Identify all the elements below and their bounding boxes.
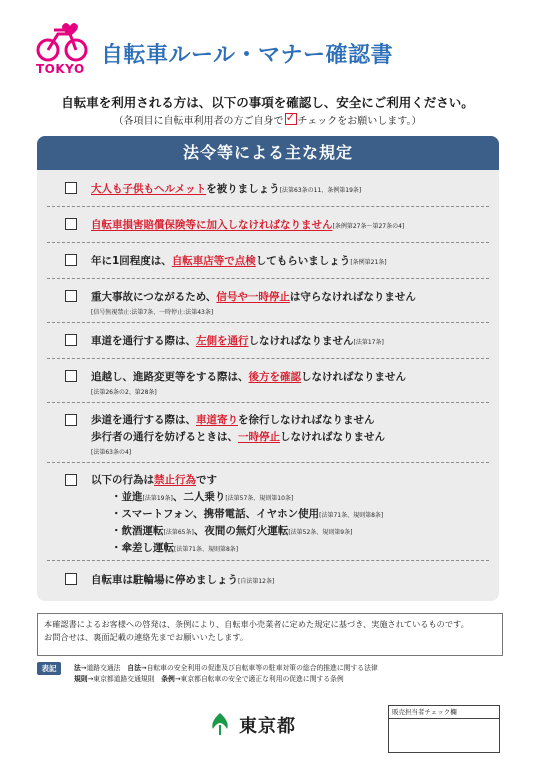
rule-body: しなければなりません [301, 371, 406, 383]
rule-text [91, 572, 274, 587]
rule-text [91, 369, 406, 384]
rule-reference: [法第17条] [353, 339, 384, 346]
rule-item-parking [47, 560, 489, 596]
prohibited-act: 、二人乗り [172, 491, 226, 503]
legend-value: →東京都道路交通規則 [87, 675, 162, 683]
rule-highlight: 左側を通行 [196, 335, 249, 347]
checkbox[interactable] [65, 290, 77, 302]
checkbox[interactable] [65, 182, 77, 194]
checkbox[interactable] [65, 573, 77, 585]
org-name: 東京都 [239, 716, 296, 737]
rule-reference: [信号無視禁止:法第7条、一時停止:法第43条] [91, 309, 214, 316]
legend-line [74, 662, 378, 672]
rule-item-signals [47, 278, 489, 323]
rule-text [91, 289, 416, 304]
rule-reference: [法第19条] [142, 495, 173, 502]
intro-instruction-a: （各項目に自転車利用者の方ご自身で [113, 116, 284, 127]
prohibited-item [111, 523, 352, 538]
legend-value: →道路交通法 [80, 664, 128, 672]
notice-line: 本確認書によるお客様への啓発は、条例により、自転車小売業者に定めた規定に基づき、実施されているものです。 [44, 619, 469, 629]
rule-reference: [法第71条、規則第8条] [174, 546, 239, 553]
rule-item-inspection [47, 242, 489, 279]
rule-text [91, 333, 384, 348]
legend-key: 自法 [127, 664, 141, 672]
prohibited-item [111, 540, 238, 555]
rule-item-insurance [47, 206, 489, 243]
staff-check-box[interactable] [388, 705, 500, 753]
rule-body: しなければなりません [248, 335, 354, 347]
rule-text [91, 253, 387, 268]
rule-reference: [条例第21条] [350, 259, 387, 266]
prohibited-act: ・飲酒運転 [111, 525, 164, 537]
rule-text [91, 181, 361, 196]
checkbox[interactable] [65, 474, 77, 486]
legend-key: 法 [74, 664, 81, 672]
rule-text [91, 429, 385, 444]
rule-highlight: 一時停止 [238, 431, 280, 443]
rule-item-helmet [47, 170, 489, 207]
rule-reference: [条例第27条〜第27条の4] [332, 223, 405, 230]
rule-highlight: 禁止行為 [154, 474, 196, 486]
rule-highlight: 自転車損害賠償保険等に加入しなければなりません [91, 219, 333, 231]
checkbox[interactable] [65, 370, 77, 382]
rule-item-overtaking [47, 358, 489, 403]
rule-item-left-side [47, 322, 489, 359]
rule-highlight: 信号や一時停止 [216, 291, 290, 303]
rule-item-sidewalk [47, 402, 489, 463]
check-mark-icon [285, 113, 297, 125]
notice-box [37, 613, 503, 656]
rule-body: 車道を通行する際は、 [91, 335, 196, 347]
rule-text [91, 217, 404, 232]
legend-key: 条例 [161, 675, 175, 683]
prohibited-act: ・スマートフォン、携帯電話、イヤホン使用 [111, 508, 320, 520]
rule-highlight: 車道寄り [196, 414, 238, 426]
legend-value: →東京都自転車の安全で適正な利用の促進に関する条例 [174, 675, 344, 683]
rule-reference: [法第65条] [163, 529, 194, 536]
intro-instruction [0, 112, 535, 127]
rules-panel [37, 136, 499, 601]
rule-highlight: 後方を確認 [248, 371, 301, 383]
rule-body: しなければなりません [280, 431, 385, 443]
legend-line [74, 673, 344, 683]
notice-line: お問合せは、裏面記載の連絡先までお願いいたします。 [44, 632, 249, 642]
checkbox[interactable] [65, 254, 77, 266]
rule-reference: [法第52条、規則第9条] [288, 529, 353, 536]
prohibited-act: ・並進 [111, 491, 143, 503]
rule-reference: [法第57条、規則第10条] [225, 495, 294, 502]
rule-body: 歩道を通行する際は、 [91, 414, 196, 426]
legend-key: 規則 [74, 675, 88, 683]
rule-reference: [法第26条の2、第28条] [91, 389, 157, 396]
rule-body: 歩行者の通行を妨げるときは、 [91, 431, 238, 443]
rule-body: してもらいましょう [255, 255, 351, 267]
intro-instruction-b: チェックをお願いします。） [297, 116, 422, 127]
legend-badge: 表記 [37, 662, 61, 675]
rule-reference: [自法第12条] [238, 578, 275, 585]
page-title: 自転車ルール・マナー確認書 [101, 43, 394, 68]
rule-body: 年に1回程度は、 [91, 255, 172, 267]
rule-text [91, 412, 375, 427]
staff-check-label: 販売担当者チェック欄 [389, 706, 499, 719]
checkbox[interactable] [65, 218, 77, 230]
rule-highlight: 大人も子供もヘルメット [91, 183, 207, 195]
checkbox[interactable] [65, 334, 77, 346]
rules-header: 法令等による主な規定 [37, 136, 499, 170]
legend-value: →自転車の安全利用の促進及び自転車等の駐車対策の総合的推進に関する法律 [140, 664, 378, 672]
rule-body: を被りましょう [206, 183, 280, 195]
checkbox[interactable] [65, 414, 77, 426]
rule-body: です [196, 474, 217, 486]
prohibited-act: 、夜間の無灯火運転 [193, 525, 289, 537]
rule-reference: [法第71条、規則第8条] [319, 512, 384, 519]
rule-item-prohibited [47, 462, 489, 561]
rule-body: 自転車は駐輪場に停めましょう [91, 574, 238, 586]
logo-tokyo-text: TOKYO [36, 62, 85, 76]
prohibited-item [111, 506, 383, 521]
intro-text: 自転車を利用される方は、以下の事項を確認し、安全にご利用ください。 [61, 95, 474, 110]
prohibited-item [111, 489, 293, 504]
rule-reference: [法第63条の11、条例第19条] [279, 187, 362, 194]
rule-reference: [法第63条の4] [91, 449, 132, 456]
rule-body: を徐行しなければなりません [238, 414, 375, 426]
rule-body: 重大事故につながるため、 [91, 291, 217, 303]
rule-body: 以下の行為は [91, 474, 154, 486]
prohibited-act: ・傘差し運転 [111, 542, 174, 554]
rule-body: 追越し、進路変更等をする際は、 [91, 371, 249, 383]
rule-body: は守らなければなりません [289, 291, 416, 303]
rule-text [91, 472, 217, 487]
tokyo-metropolitan-emblem-icon [207, 711, 233, 737]
rule-highlight: 自転車店等で点検 [171, 255, 256, 267]
